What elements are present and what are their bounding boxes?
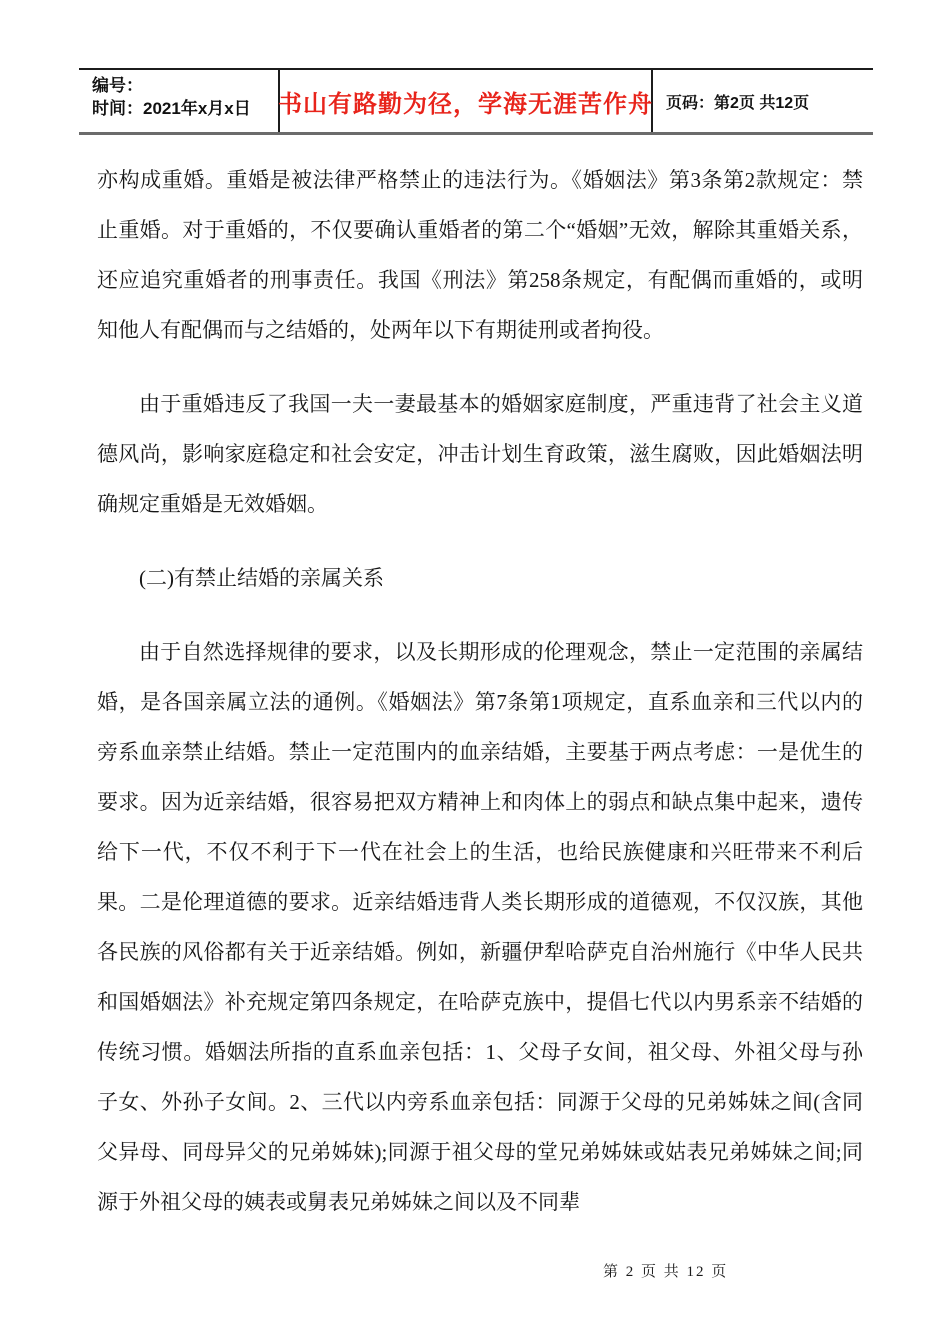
- page-info-label: 页码：第2页 共12页: [666, 94, 810, 112]
- paragraph-kinship-rules: 由于自然选择规律的要求，以及长期形成的伦理观念，禁止一定范围的亲属结婚，是各国亲属立法的通例。《婚姻法》第7条第1项规定，直系血亲和三代以内的旁系血亲禁止结婚。禁止一定范围内的血亲结婚，主要基于两点考虑：一是优生的要求。因为近亲结婚，很容易把双方精神上和肉体上的弱点和缺点集中起来，遗传给下一代，不仅不利于下一代在社会上的生活，也给民族健康和兴旺带来不利后果。二是伦理道德的要求。近亲结婚违背人类长期形成的道德观，不仅汉族，其他各民族的风俗都有关于近亲结婚。例如，新疆伊犁哈萨克自治州施行《中华人民共和国婚姻法》补充规定第四条规定，在哈萨克族中，提倡七代以内男系亲不结婚的传统习惯。婚姻法所指的直系血亲包括：1、父母子女间，祖父母、外祖父母与孙子女、外孙子女间。2、三代以内旁系血亲包括：同源于父母的兄弟姊妹之间(含同父异母、同母异父的兄弟姊妹);同源于祖父母的堂兄弟姊妹或姑表兄弟姊妹之间;同源于外祖父母的姨表或舅表兄弟姊妹之间以及不同辈: [97, 640, 863, 1214]
- document-body: [97, 155, 863, 1251]
- section-heading-prohibited-kinship: (二)有禁止结婚的亲属关系: [139, 566, 384, 590]
- paragraph-bigamy-invalid: 由于重婚违反了我国一夫一妻最基本的婚姻家庭制度，严重违背了社会主义道德风尚，影响家庭稳定和社会安定，冲击计划生育政策，滋生腐败，因此婚姻法明确规定重婚是无效婚姻。: [97, 392, 863, 516]
- serial-number-label: 编号：: [92, 76, 143, 95]
- header-cell-motto: [280, 70, 653, 132]
- header-cell-serial-date: [79, 70, 280, 132]
- date-line: 时间：2021年x月x日: [92, 99, 251, 118]
- header-cell-page-info: [653, 70, 873, 132]
- paragraph-bigamy-law: 亦构成重婚。重婚是被法律严格禁止的违法行为。《婚姻法》第3条第2款规定：禁止重婚。对于重婚的，不仅要确认重婚者的第二个“婚姻”无效，解除其重婚关系，还应追究重婚者的刑事责任。我国《刑法》第258条规定，有配偶而重婚的，或明知他人有配偶而与之结婚的，处两年以下有期徒刑或者拘役。: [97, 168, 863, 342]
- header-table: [79, 68, 873, 135]
- footer-page-number: 第 2 页 共 12 页: [603, 1264, 729, 1280]
- motto-text: 书山有路勤为径，学海无涯苦作舟: [278, 90, 653, 118]
